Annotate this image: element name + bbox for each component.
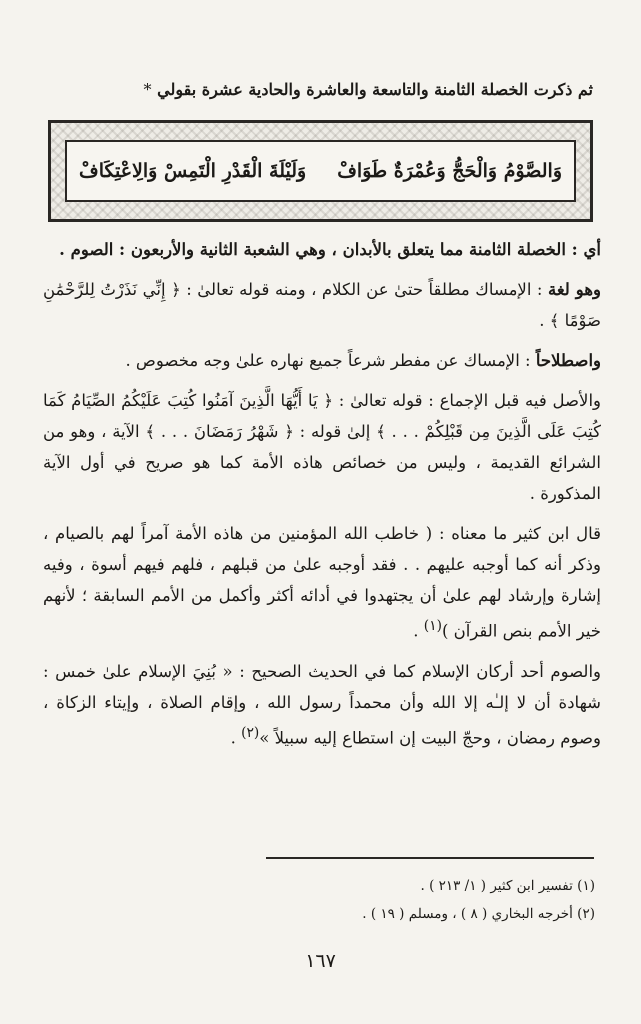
term-technical: واصطلاحاً bbox=[535, 351, 601, 370]
intro-text: ثم ذكرت الخصلة الثامنة والتاسعة والعاشرة والحادية عشرة بقولي bbox=[157, 80, 593, 99]
paragraph-technical bbox=[43, 345, 601, 376]
verse-frame bbox=[48, 120, 593, 222]
linguistic-text: : الإمساك مطلقاً حتىٰ عن الكلام ، ومنه قوله تعالىٰ : ﴿ إِنِّي نَذَرْتُ لِلرَّحْمَٰنِ صَوْمًا ﴾ . bbox=[43, 280, 601, 330]
technical-text: : الإمساك عن مفطر شرعاً جميع نهاره علىٰ وجه مخصوص . bbox=[125, 351, 536, 370]
intro-mark: * bbox=[143, 80, 152, 99]
footnote-divider bbox=[266, 857, 594, 859]
verse-left-hemistich: وَلَيْلَةَ الْقَدْرِ الْتَمِسْ وَالِاعْتِكَافْ bbox=[79, 160, 307, 182]
verse-box bbox=[65, 140, 576, 202]
pillars-end: . bbox=[230, 728, 242, 747]
paragraph-definition: أي : الخصلة الثامنة مما يتعلق بالأبدان ، وهي الشعبة الثانية والأربعون : الصوم . bbox=[59, 240, 601, 259]
footnotes bbox=[195, 872, 595, 928]
main-text bbox=[43, 234, 601, 762]
ibn-kathir-end: . bbox=[413, 621, 424, 641]
pillars-text: والصوم أحد أركان الإسلام كما في الحديث الصحيح : « بُنِيَ الإسلام علىٰ خمس : شهادة أن لا إلـٰه إلا الله وأن محمداً رسول الله ، وإقام الصلاة ، وإيتاء الزكاة ، وصوم رمضان ، وحجّ البيت إن استطاع إليه سبيلاً » bbox=[43, 661, 601, 747]
footnote-2: (٢) أخرجه البخاري ( ٨ ) ، ومسلم ( ١٩ ) . bbox=[362, 906, 595, 922]
paragraph-origin: والأصل فيه قبل الإجماع : قوله تعالىٰ : ﴿ يَا أَيُّهَا الَّذِينَ آمَنُوا كُتِبَ عَلَيْكُمُ الصِّيَامُ كَمَا كُتِبَ عَلَى الَّذِينَ مِن قَبْلِكُمْ . . . ﴾ إلىٰ قوله : ﴿ شَهْرُ رَمَضَانَ . . . ﴾ الآية ، وهو من الشرائع القديمة ، وليس من خصائص هاذه الأمة كما هو صريح في أول الآية المذكورة . bbox=[43, 391, 601, 503]
footnote-ref-1: (١) bbox=[423, 618, 442, 634]
paragraph-pillars bbox=[43, 656, 601, 754]
page-number: ١٦٧ bbox=[305, 950, 336, 972]
ibn-kathir-text: قال ابن كثير ما معناه : ( خاطب الله المؤمنين من هاذه الأمة آمراً لهم بالصيام ، وذكر أنه كما أوجبه عليهم . . فقد أوجبه علىٰ من قبلهم ، فلهم فيهم أسوة ، وفيه إشارة وإرشاد لهم علىٰ أن يجتهدوا في أدائه أكثر وأكمل من الأمم السابقة ؛ لأنهم خير الأمم بنص القرآن ) bbox=[43, 524, 601, 641]
footnote-ref-2: (٢) bbox=[241, 724, 260, 741]
paragraph-ibn-kathir bbox=[43, 518, 601, 647]
intro-line bbox=[48, 80, 593, 99]
footnote-1: (١) تفسير ابن كثير ( ١/ ٢١٣ ) . bbox=[420, 878, 595, 894]
term-linguistic: وهو لغة bbox=[547, 280, 601, 299]
verse-right-hemistich: وَالصَّوْمُ وَالْحَجُّ وَعُمْرَةٌ طَوَافْ bbox=[337, 160, 562, 182]
paragraph-linguistic bbox=[43, 274, 601, 336]
